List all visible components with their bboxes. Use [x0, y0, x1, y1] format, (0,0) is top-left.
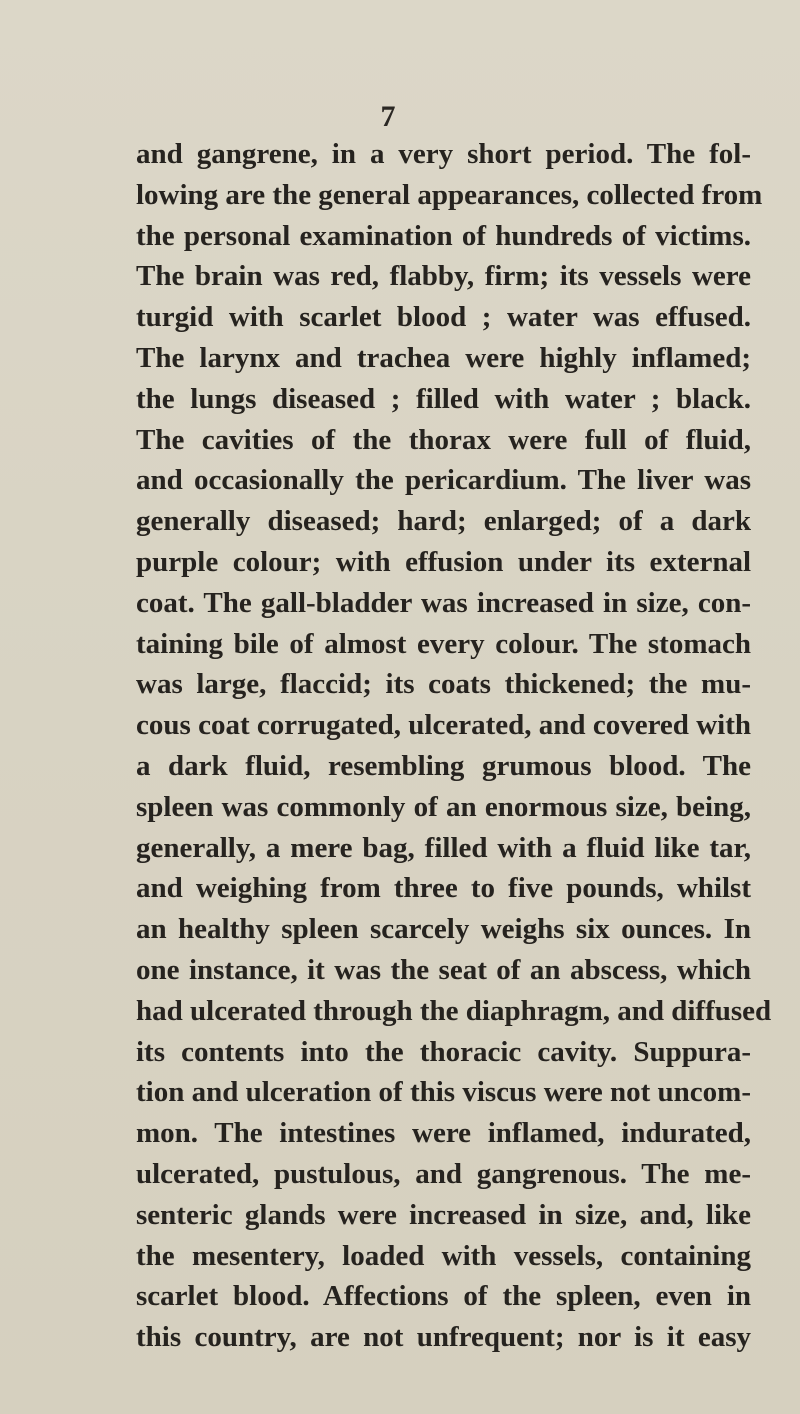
text-line: spleen was commonly of an enormous size, being,: [136, 790, 751, 823]
body-text: [136, 134, 772, 1358]
text-line: the personal examination of hundreds of victims.: [136, 219, 751, 252]
text-line: purple colour; with effusion under its external: [136, 545, 751, 578]
text-line: this country, are not unfrequent; nor is it easy: [136, 1321, 751, 1354]
text-line: coat. The gall-bladder was increased in size, con-: [136, 586, 751, 619]
text-line: was large, flaccid; its coats thickened; the mu-: [136, 668, 751, 701]
text-line: one instance, it was the seat of an abscess, which: [136, 953, 751, 986]
text-line: lowing are the general appearances, collected from: [136, 178, 763, 211]
page-number: 7: [380, 100, 396, 133]
text-line: ulcerated, pustulous, and gangrenous. The me-: [136, 1157, 751, 1190]
text-line: its contents into the thoracic cavity. Suppura-: [136, 1035, 751, 1068]
text-line: senteric glands were increased in size, and, like: [136, 1198, 751, 1231]
text-line: mon. The intestines were inflamed, indurated,: [136, 1117, 751, 1150]
text-line: The cavities of the thorax were full of fluid,: [136, 423, 751, 456]
text-line: generally, a mere bag, filled with a fluid like tar,: [136, 831, 751, 864]
text-line: and weighing from three to five pounds, whilst: [136, 872, 751, 905]
text-line: The larynx and trachea were highly inflamed;: [136, 341, 751, 374]
text-line: had ulcerated through the diaphragm, and diffused: [136, 994, 772, 1027]
text-line: and occasionally the pericardium. The liver was: [136, 464, 751, 497]
text-line: an healthy spleen scarcely weighs six ounces. In: [136, 913, 751, 946]
text-line: tion and ulceration of this viscus were not uncom-: [136, 1076, 751, 1109]
text-line: The brain was red, flabby, firm; its vessels were: [136, 260, 751, 293]
text-line: and gangrene, in a very short period. The fol-: [136, 138, 751, 170]
text-line: generally diseased; hard; enlarged; of a dark: [136, 505, 751, 538]
text-line: cous coat corrugated, ulcerated, and covered with: [136, 709, 751, 742]
text-line: taining bile of almost every colour. The stomach: [136, 627, 751, 660]
text-line: the mesentery, loaded with vessels, containing: [136, 1239, 751, 1272]
text-line: the lungs diseased ; filled with water ; black.: [136, 382, 751, 415]
text-line: turgid with scarlet blood ; water was effused.: [136, 301, 751, 334]
text-line: scarlet blood. Affections of the spleen, even in: [136, 1280, 751, 1313]
text-line: a dark fluid, resembling grumous blood. The: [136, 749, 751, 782]
